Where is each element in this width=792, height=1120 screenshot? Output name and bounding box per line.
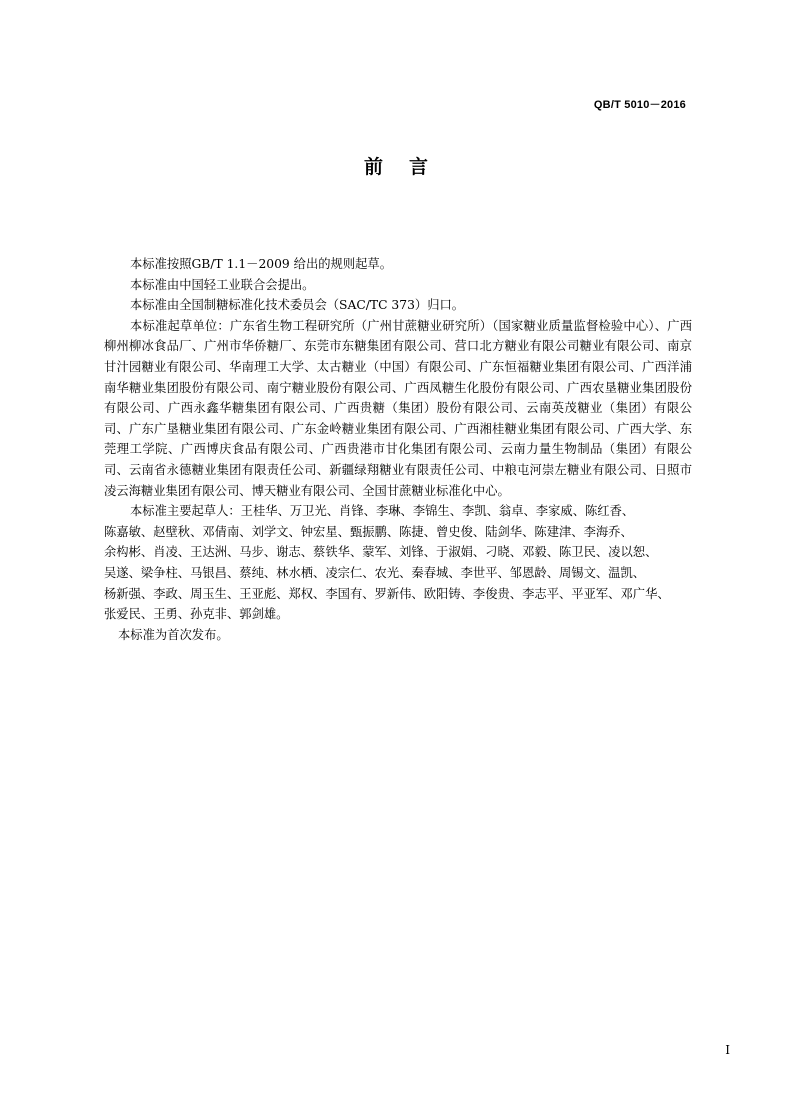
- paragraph-drafters: [104, 501, 692, 625]
- drafters-line: 本标准主要起草人：王桂华、万卫光、肖锋、李琳、李锦生、李凯、翁卓、李家威、陈红香、: [130, 504, 635, 519]
- drafters-line: 吴遂、梁争柱、马银昌、蔡纯、林水栖、凌宗仁、农光、秦春城、李世平、邹恩龄、周锡文、温凯、: [104, 565, 646, 580]
- paragraph-first-release: 本标准为首次发布。: [118, 627, 229, 642]
- drafters-line: 陈嘉敏、赵壁秋、邓倩南、刘学文、钟宏星、甄振鹏、陈捷、曾史俊、陆剑华、陈建津、李海乔、: [104, 524, 633, 539]
- drafters-line: 杨新强、李政、周玉生、王亚彪、郑权、李国有、罗新伟、欧阳铸、李俊贵、李志平、平亚军、邓广华、: [104, 586, 670, 601]
- page-number: I: [725, 1043, 730, 1057]
- paragraph-centralized-by: 本标准由全国制糖标准化技术委员会（SAC/TC 373）归口。: [130, 298, 465, 313]
- paragraph-drafting-units: 本标准起草单位：广东省生物工程研究所（广州甘蔗糖业研究所）（国家糖业质量监督检验中心）、广西柳州柳冰食品厂、广州市华侨糖厂、东莞市东糖集团有限公司、营口北方糖业有限公司糖业有限公司、南京甘汁园糖业有限公司、华南理工大学、太古糖业（中国）有限公司、广东恒福糖业集团有限公司、广西洋浦南华糖业集团股份有限公司、南宁糖业股份有限公司、广西凤糖生化股份有限公司、广西农垦糖业集团股份有限公司、广西永鑫华糖集团有限公司、广西贵糖（集团）股份有限公司、云南英茂糖业（集团）有限公司、广东广垦糖业集团有限公司、广东金岭糖业集团有限公司、广西湘桂糖业集团有限公司、广西大学、东莞理工学院、广西博庆食品有限公司、广西贵港市甘化集团有限公司、云南力量生物制品（集团）有限公司、云南省永德糖业集团有限责任公司、新疆绿翔糖业有限责任公司、中粮屯河崇左糖业有限公司、日照市凌云海糖业集团有限公司、博天糖业有限公司、全国甘蔗糖业标准化中心。: [104, 318, 692, 498]
- foreword-body: [104, 254, 692, 645]
- standard-code: QB/T 5010－2016: [593, 99, 686, 111]
- drafters-line: 张爱民、王勇、孙克非、郭剑雄。: [104, 607, 289, 622]
- paragraph-proposed-by: 本标准由中国轻工业联合会提出。: [130, 277, 315, 292]
- drafters-line: 余构彬、肖凌、王达洲、马步、谢志、蔡铁华、蒙军、刘锋、于淑娟、刁晓、邓毅、陈卫民、凌以恕、: [104, 545, 658, 560]
- paragraph-drafting-rules: 本标准按照GB/T 1.1－2009 给出的规则起草。: [130, 257, 393, 271]
- page-title: 前言: [363, 156, 454, 178]
